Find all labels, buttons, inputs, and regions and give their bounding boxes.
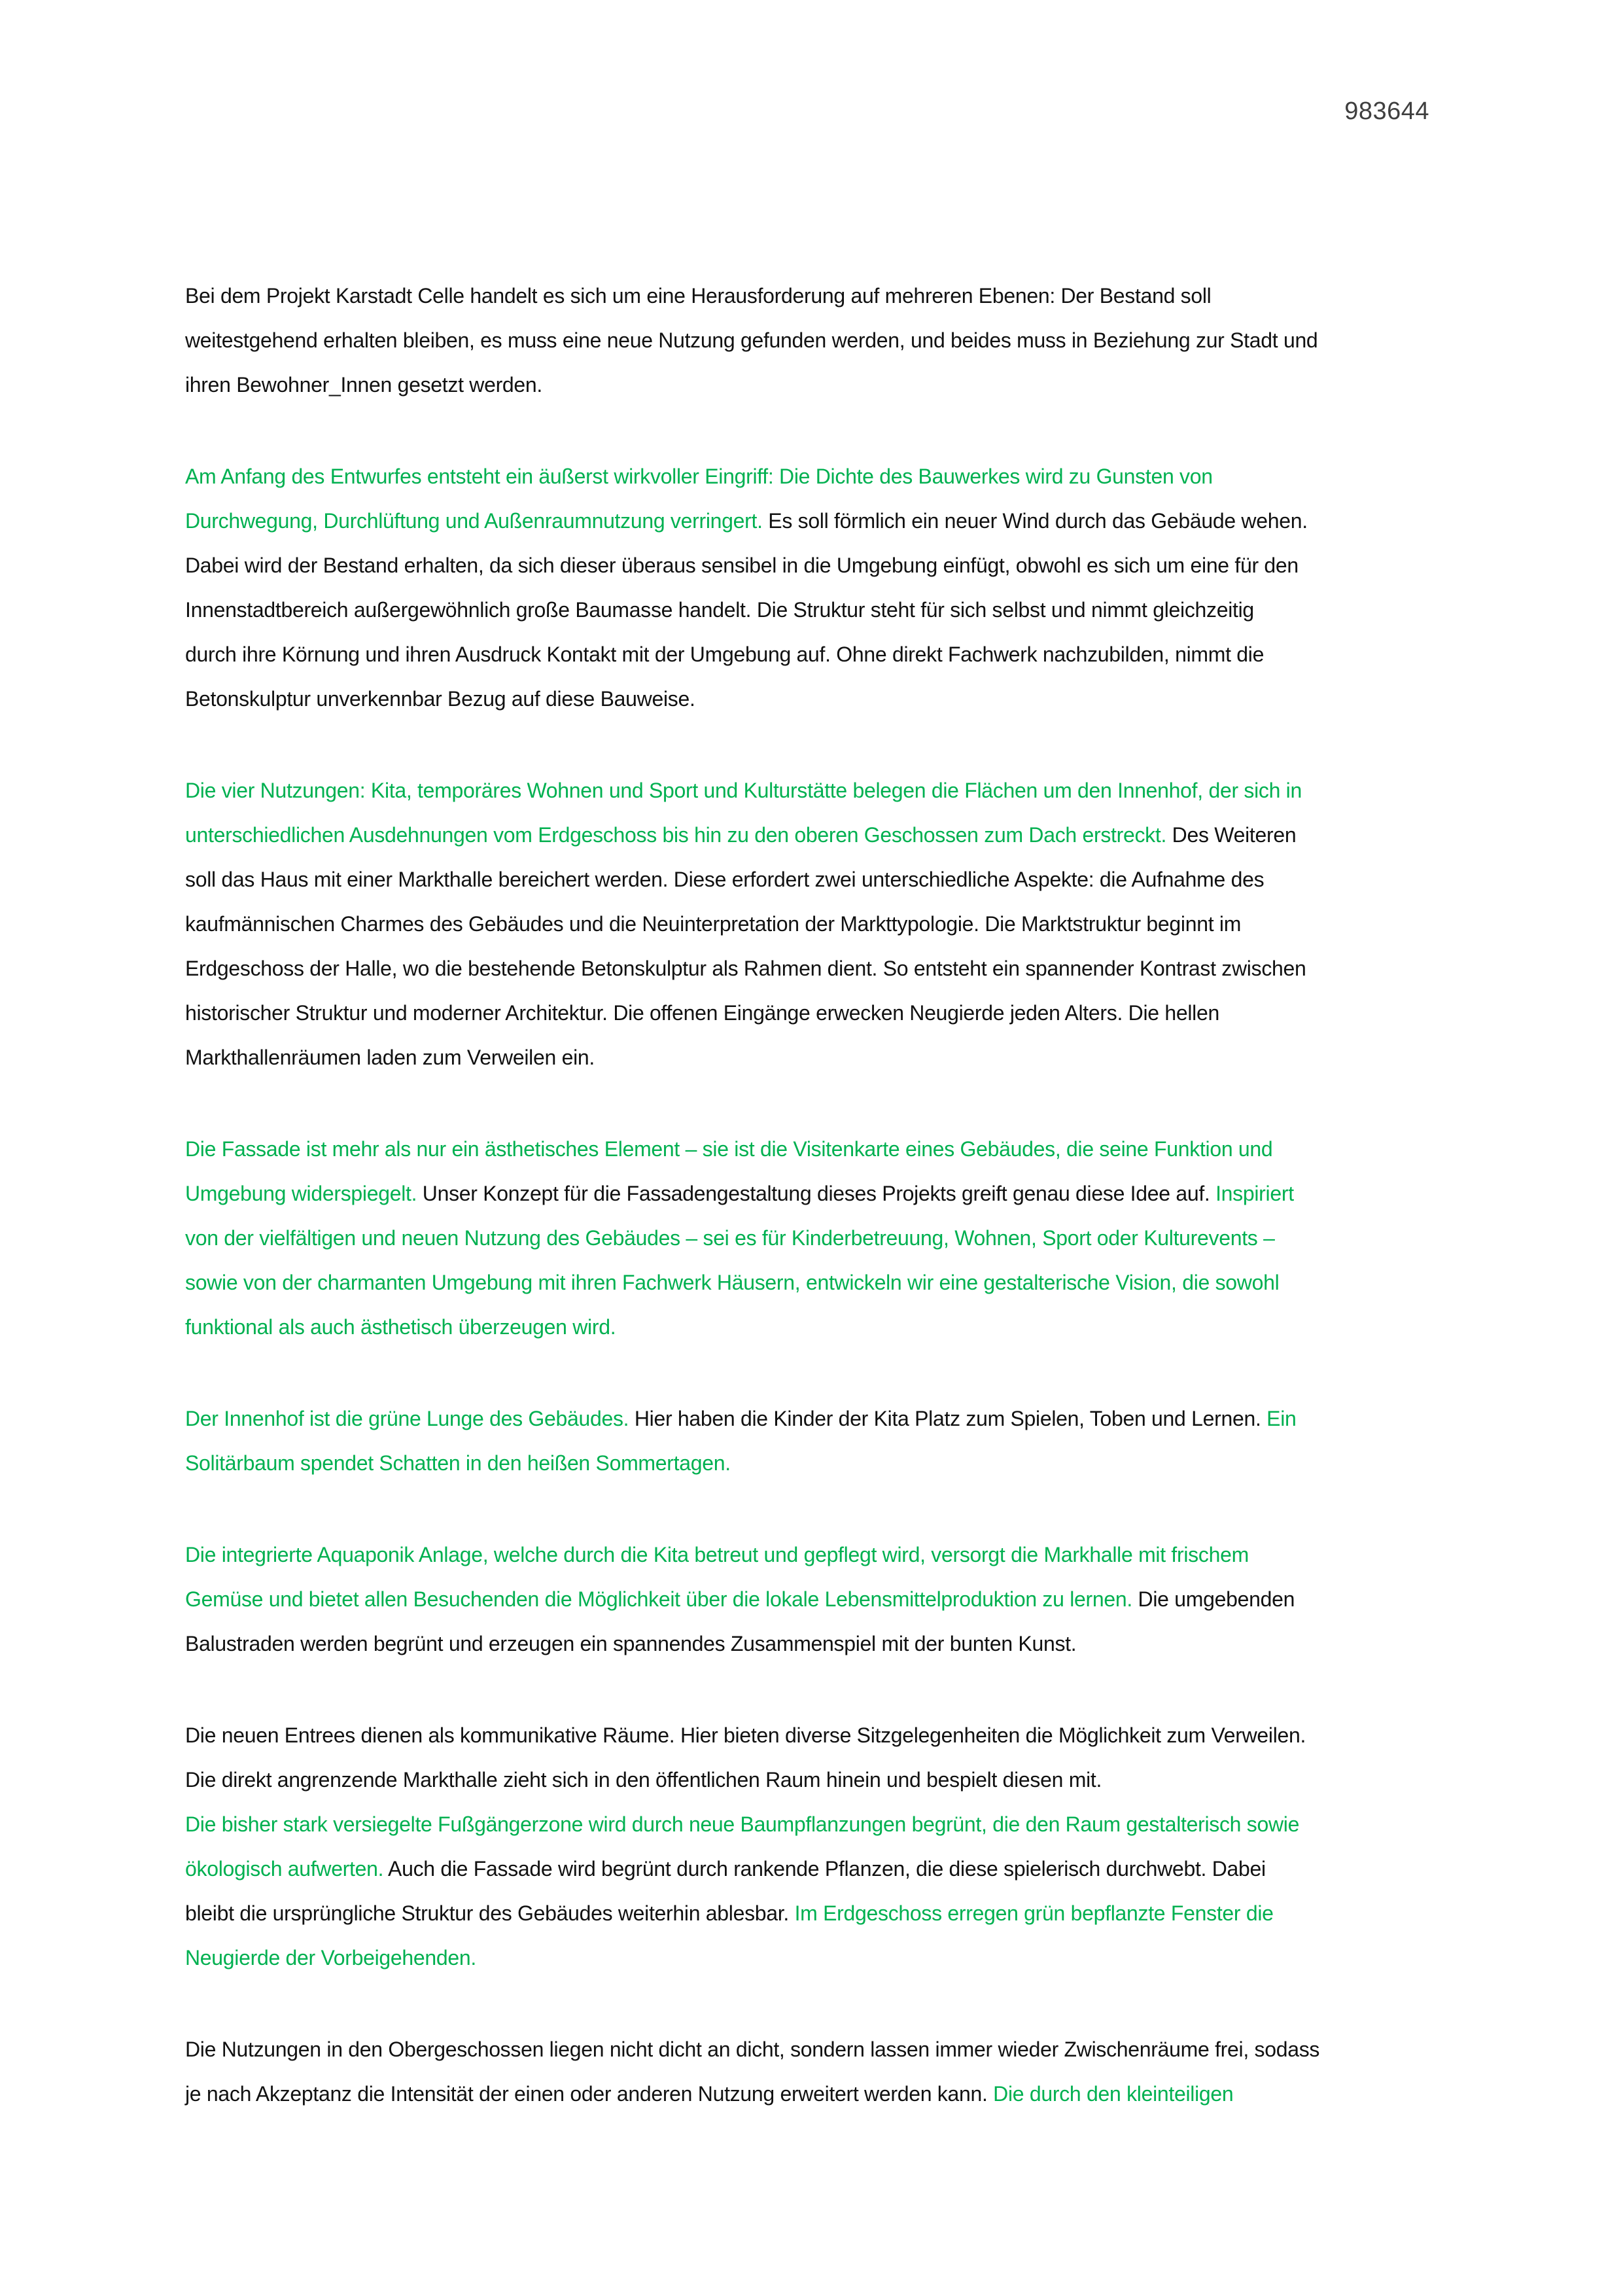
green-text-run: Umgebung widerspiegelt. bbox=[185, 1182, 417, 1205]
text-run: weitestgehend erhalten bleiben, es muss eine neue Nutzung gefunden werden, und beides muss in Beziehung zur Stadt und bbox=[185, 328, 1318, 352]
text-line bbox=[185, 1713, 1439, 1757]
text-line bbox=[185, 1621, 1439, 1666]
paragraph bbox=[185, 2027, 1439, 2116]
text-run: kaufmännischen Charmes des Gebäudes und die Neuinterpretation der Markttypologie. Die Marktstruktur beginnt im bbox=[185, 912, 1242, 936]
text-run: Die umgebenden bbox=[1132, 1587, 1295, 1611]
text-run: Bei dem Projekt Karstadt Celle handelt es sich um eine Herausforderung auf mehreren Ebenen: Der Bestand soll bbox=[185, 284, 1212, 308]
text-run: Auch die Fassade wird begrünt durch rankende Pflanzen, die diese spielerisch durchwebt. Dabei bbox=[383, 1857, 1266, 1881]
text-run: Betonskulptur unverkennbar Bezug auf diese Bauweise. bbox=[185, 687, 695, 711]
text-line bbox=[185, 1891, 1439, 1935]
green-text-run: Die integrierte Aquaponik Anlage, welche durch die Kita betreut und gepflegt wird, versorgt die Markhalle mit frischem bbox=[185, 1543, 1249, 1566]
text-line bbox=[185, 991, 1439, 1035]
text-line bbox=[185, 1396, 1439, 1441]
text-line bbox=[185, 632, 1439, 677]
text-line bbox=[185, 857, 1439, 902]
paragraph bbox=[185, 1713, 1439, 1980]
text-line bbox=[185, 768, 1439, 813]
text-line bbox=[185, 543, 1439, 588]
text-line bbox=[185, 1577, 1439, 1621]
text-run: Dabei wird der Bestand erhalten, da sich dieser überaus sensibel in die Umgebung einfügt, obwohl es sich um eine für den bbox=[185, 554, 1299, 577]
green-text-run: Die durch den kleinteiligen bbox=[987, 2082, 1234, 2106]
text-line bbox=[185, 1216, 1439, 1260]
green-text-run: Am Anfang des Entwurfes entsteht ein äußerst wirkvoller Eingriff: Die Dichte des Bauwerkes wird zu Gunsten von bbox=[185, 465, 1213, 488]
paragraph bbox=[185, 274, 1439, 407]
text-run: Hier haben die Kinder der Kita Platz zum Spielen, Toben und Lernen. bbox=[629, 1407, 1261, 1430]
paragraph bbox=[185, 768, 1439, 1080]
text-run: je nach Akzeptanz die Intensität der einen oder anderen Nutzung erweitert werden kann. bbox=[185, 2082, 988, 2106]
paragraph bbox=[185, 1127, 1439, 1349]
text-run: Des Weiteren bbox=[1166, 823, 1297, 847]
text-line bbox=[185, 902, 1439, 946]
text-line bbox=[185, 1802, 1439, 1846]
text-line bbox=[185, 362, 1439, 407]
green-text-run: unterschiedlichen Ausdehnungen vom Erdgeschoss bis hin zu den oberen Geschossen zum Dach erstreckt. bbox=[185, 823, 1167, 847]
text-run: Balustraden werden begrünt und erzeugen ein spannendes Zusammenspiel mit der bunten Kunst. bbox=[185, 1632, 1077, 1655]
text-line bbox=[185, 274, 1439, 318]
text-line bbox=[185, 946, 1439, 991]
green-text-run: Inspiriert bbox=[1210, 1182, 1294, 1205]
green-text-run: Durchwegung, Durchlüftung und Außenraumnutzung verringert. bbox=[185, 509, 763, 533]
green-text-run: sowie von der charmanten Umgebung mit ihren Fachwerk Häusern, entwickeln wir eine gestalterische Vision, die sowohl bbox=[185, 1271, 1280, 1294]
text-line bbox=[185, 1846, 1439, 1891]
paragraph bbox=[185, 1396, 1439, 1485]
text-run: Die Nutzungen in den Obergeschossen liegen nicht dicht an dicht, sondern lassen immer wieder Zwischenräume frei, sodass bbox=[185, 2038, 1320, 2061]
text-line bbox=[185, 1935, 1439, 1980]
green-text-run: Die bisher stark versiegelte Fußgängerzone wird durch neue Baumpflanzungen begrünt, die den Raum gestalterisch sowie bbox=[185, 1812, 1300, 1836]
text-line bbox=[185, 813, 1439, 857]
text-run: Die neuen Entrees dienen als kommunikative Räume. Hier bieten diverse Sitzgelegenheiten die Möglichkeit zum Verweilen. bbox=[185, 1723, 1306, 1747]
text-run: Es soll förmlich ein neuer Wind durch das Gebäude wehen. bbox=[762, 509, 1308, 533]
paragraph bbox=[185, 454, 1439, 721]
page-header-number: 983644 bbox=[1344, 97, 1429, 125]
green-text-run: Im Erdgeschoss erregen grün bepflanzte Fenster die bbox=[788, 1901, 1274, 1925]
text-line bbox=[185, 1305, 1439, 1349]
text-run: bleibt die ursprüngliche Struktur des Gebäudes weiterhin ablesbar. bbox=[185, 1901, 789, 1925]
text-run: ihren Bewohner_Innen gesetzt werden. bbox=[185, 373, 543, 397]
green-text-run: Ein bbox=[1261, 1407, 1297, 1430]
text-run: Markthallenräumen laden zum Verweilen ein. bbox=[185, 1046, 595, 1069]
text-line bbox=[185, 1171, 1439, 1216]
paragraph bbox=[185, 1532, 1439, 1666]
document-body bbox=[185, 274, 1439, 2163]
green-text-run: von der vielfältigen und neuen Nutzung des Gebäudes – sei es für Kinderbetreuung, Wohnen, Sport oder Kulturevents – bbox=[185, 1226, 1275, 1250]
text-run: Erdgeschoss der Halle, wo die bestehende Betonskulptur als Rahmen dient. So entsteht ein spannender Kontrast zwischen bbox=[185, 957, 1306, 980]
green-text-run: funktional als auch ästhetisch überzeugen wird. bbox=[185, 1315, 616, 1339]
text-line bbox=[185, 1532, 1439, 1577]
text-line bbox=[185, 318, 1439, 362]
green-text-run: Neugierde der Vorbeigehenden. bbox=[185, 1946, 476, 1969]
text-line bbox=[185, 1757, 1439, 1802]
green-text-run: ökologisch aufwerten. bbox=[185, 1857, 384, 1881]
text-line bbox=[185, 588, 1439, 632]
text-line bbox=[185, 454, 1439, 499]
text-run: soll das Haus mit einer Markthalle bereichert werden. Diese erfordert zwei unterschiedliche Aspekte: die Aufnahme des bbox=[185, 868, 1265, 891]
text-line bbox=[185, 2027, 1439, 2072]
text-run: historischer Struktur und moderner Architektur. Die offenen Eingänge erwecken Neugierde jeden Alters. Die hellen bbox=[185, 1001, 1219, 1025]
text-run: durch ihre Körnung und ihren Ausdruck Kontakt mit der Umgebung auf. Ohne direkt Fachwerk nachzubilden, nimmt die bbox=[185, 643, 1265, 666]
text-line bbox=[185, 1035, 1439, 1080]
green-text-run: Der Innenhof ist die grüne Lunge des Gebäudes. bbox=[185, 1407, 629, 1430]
text-line bbox=[185, 1441, 1439, 1485]
text-line bbox=[185, 1127, 1439, 1171]
text-line bbox=[185, 1260, 1439, 1305]
green-text-run: Solitärbaum spendet Schatten in den heißen Sommertagen. bbox=[185, 1451, 731, 1475]
text-run: Unser Konzept für die Fassadengestaltung dieses Projekts greift genau diese Idee auf. bbox=[417, 1182, 1210, 1205]
text-run: Innenstadtbereich außergewöhnlich große Baumasse handelt. Die Struktur steht für sich selbst und nimmt gleichzeitig bbox=[185, 598, 1254, 622]
text-run: Die direkt angrenzende Markthalle zieht sich in den öffentlichen Raum hinein und bespielt diesen mit. bbox=[185, 1768, 1102, 1792]
green-text-run: Die Fassade ist mehr als nur ein ästhetisches Element – sie ist die Visitenkarte eines Gebäudes, die seine Funktion und bbox=[185, 1137, 1273, 1161]
green-text-run: Die vier Nutzungen: Kita, temporäres Wohnen und Sport und Kulturstätte belegen die Flächen um den Innenhof, der sich in bbox=[185, 779, 1302, 802]
text-line bbox=[185, 499, 1439, 543]
text-line bbox=[185, 2072, 1439, 2116]
green-text-run: Gemüse und bietet allen Besuchenden die Möglichkeit über die lokale Lebensmittelproduktion zu lernen. bbox=[185, 1587, 1132, 1611]
text-line bbox=[185, 677, 1439, 721]
